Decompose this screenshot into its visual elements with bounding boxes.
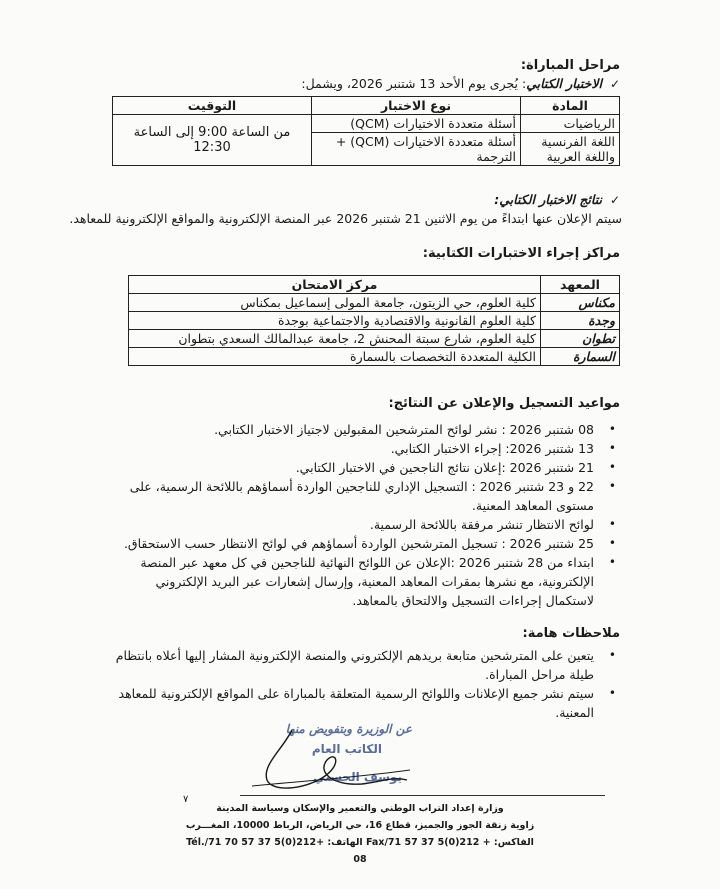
exam-subject: الرياضيات bbox=[521, 115, 620, 133]
results-heading-line bbox=[494, 192, 620, 207]
centers-heading: مراكز إجراء الاختبارات الكتابية: bbox=[422, 246, 620, 261]
check-icon: ✓ bbox=[609, 77, 620, 91]
schedule-heading: مواعيد التسجيل والإعلان عن النتائج: bbox=[388, 396, 620, 411]
list-item: • 22 و 23 شتنبر 2026 : التسجيل الإداري للناجحين الواردة أسماؤهم باللائحة الرسمية، على مستوى المعاهد المعنية. bbox=[115, 477, 620, 515]
signature-line2: الكاتب العام bbox=[311, 742, 382, 756]
center-city: مكناس bbox=[541, 294, 620, 312]
stages-heading: مراحل المباراة: bbox=[520, 58, 620, 73]
signature-line1: عن الوزيرة وبتفويض منها bbox=[285, 722, 412, 736]
center-name: كلية العلوم، حي الزيتون، جامعة المولى إسماعيل بمكناس bbox=[129, 294, 541, 312]
notes-heading: ملاحظات هامة: bbox=[522, 626, 620, 641]
exam-subject: اللغة الفرنسية واللغة العربية bbox=[521, 133, 620, 166]
results-text: سيتم الإعلان عنها ابتداءً من يوم الاثنين 21 شتنبر 2026 عبر المنصة الإلكترونية والمواقع الإلكترونية للمعاهد. bbox=[69, 211, 622, 226]
footer-divider bbox=[240, 795, 605, 796]
signature-scribble bbox=[232, 720, 412, 800]
results-heading: نتائج الاختبار الكتابي: bbox=[494, 192, 602, 207]
check-icon: ✓ bbox=[609, 193, 620, 207]
exam-header-timing: التوقيت bbox=[113, 97, 312, 115]
centers-header-center: مركز الامتحان bbox=[129, 276, 541, 294]
center-city: السمارة bbox=[541, 348, 620, 366]
footer bbox=[180, 800, 540, 868]
notes-list bbox=[115, 646, 620, 722]
signature-stamp bbox=[232, 720, 412, 800]
list-item: • ابتداء من 28 شتنبر 2026 :الإعلان عن اللوائح النهائية للناجحين في كل معهد عبر المنصة الإلكترونية، مع نشرها بمقرات المعاهد المعنية، وإرسال إشعارات عبر البريد الإلكتروني لاستكمال إجراءات التسجيل والالتحاق بالمعاهد. bbox=[115, 553, 620, 610]
list-item: • 13 شتنبر 2026: إجراء الاختبار الكتابي. bbox=[115, 439, 620, 458]
footer-address: زاوية زنقة الجوز والجميز، قطاع 16، حي الرياض، الرباط 10000، المغـــرب bbox=[185, 820, 535, 831]
table-row bbox=[129, 294, 620, 312]
table-row bbox=[113, 115, 620, 133]
schedule-list bbox=[115, 420, 620, 610]
page-number: ٧ bbox=[183, 794, 189, 805]
signature-name: يوسف الحسني bbox=[313, 770, 402, 784]
center-name: الكلية المتعددة التخصصات بالسمارة bbox=[129, 348, 541, 366]
written-exam-text: : يُجرى يوم الأحد 13 شتنبر 2026، ويشمل: bbox=[301, 76, 527, 91]
list-item: • 08 شتنبر 2026 : نشر لوائح المترشحين المقبولين لاجتياز الاختبار الكتابي. bbox=[115, 420, 620, 439]
exam-timing: من الساعة 9:00 إلى الساعة 12:30 bbox=[113, 115, 312, 166]
list-item: • 25 شتنبر 2026 : تسجيل المترشحين الواردة أسماؤهم في لوائح الانتظار حسب الاستحقاق. bbox=[115, 534, 620, 553]
exam-table bbox=[112, 96, 620, 166]
list-item: • لوائح الانتظار تنشر مرفقة باللائحة الرسمية. bbox=[115, 515, 620, 534]
exam-type: أسئلة متعددة الاختيارات (QCM) bbox=[312, 115, 521, 133]
written-exam-label: الاختبار الكتابي bbox=[526, 76, 602, 91]
list-item: • يتعين على المترشحين متابعة بريدهم الإلكتروني والمنصة الإلكترونية المشار إليها أعلاه بانتظام طيلة مراحل المباراة. bbox=[115, 646, 620, 684]
table-row bbox=[129, 312, 620, 330]
table-row bbox=[129, 348, 620, 366]
exam-header-type: نوع الاختبار bbox=[312, 97, 521, 115]
table-row bbox=[129, 330, 620, 348]
list-item: • سيتم نشر جميع الإعلانات واللوائح الرسمية المتعلقة بالمباراة على المواقع الإلكترونية للمعاهد المعنية. bbox=[115, 684, 620, 722]
center-name: كلية العلوم، شارع سبتة المحنش 2، جامعة عبدالمالك السعدي بتطوان bbox=[129, 330, 541, 348]
footer-ministry: وزارة إعداد التراب الوطني والتعمير والإسكان وسياسة المدينة bbox=[216, 803, 504, 814]
list-item: • 21 شتنبر 2026 :إعلان نتائج الناجحين في الاختبار الكتابي. bbox=[115, 458, 620, 477]
exam-header-subject: المادة bbox=[521, 97, 620, 115]
centers-header-institute: المعهد bbox=[541, 276, 620, 294]
centers-table bbox=[128, 275, 620, 366]
exam-type: أسئلة متعددة الاختيارات (QCM) + الترجمة bbox=[312, 133, 521, 166]
center-city: وجدة bbox=[541, 312, 620, 330]
footer-contacts: Tél./الهاتف: +212(0)5 37 57 70 71 Fax/الفاكس: + 212(0)5 37 57 71 08 bbox=[186, 837, 534, 865]
center-name: كلية العلوم القانونية والاقتصادية والاجتماعية بوجدة bbox=[129, 312, 541, 330]
written-exam-line bbox=[301, 76, 620, 91]
center-city: تطوان bbox=[541, 330, 620, 348]
